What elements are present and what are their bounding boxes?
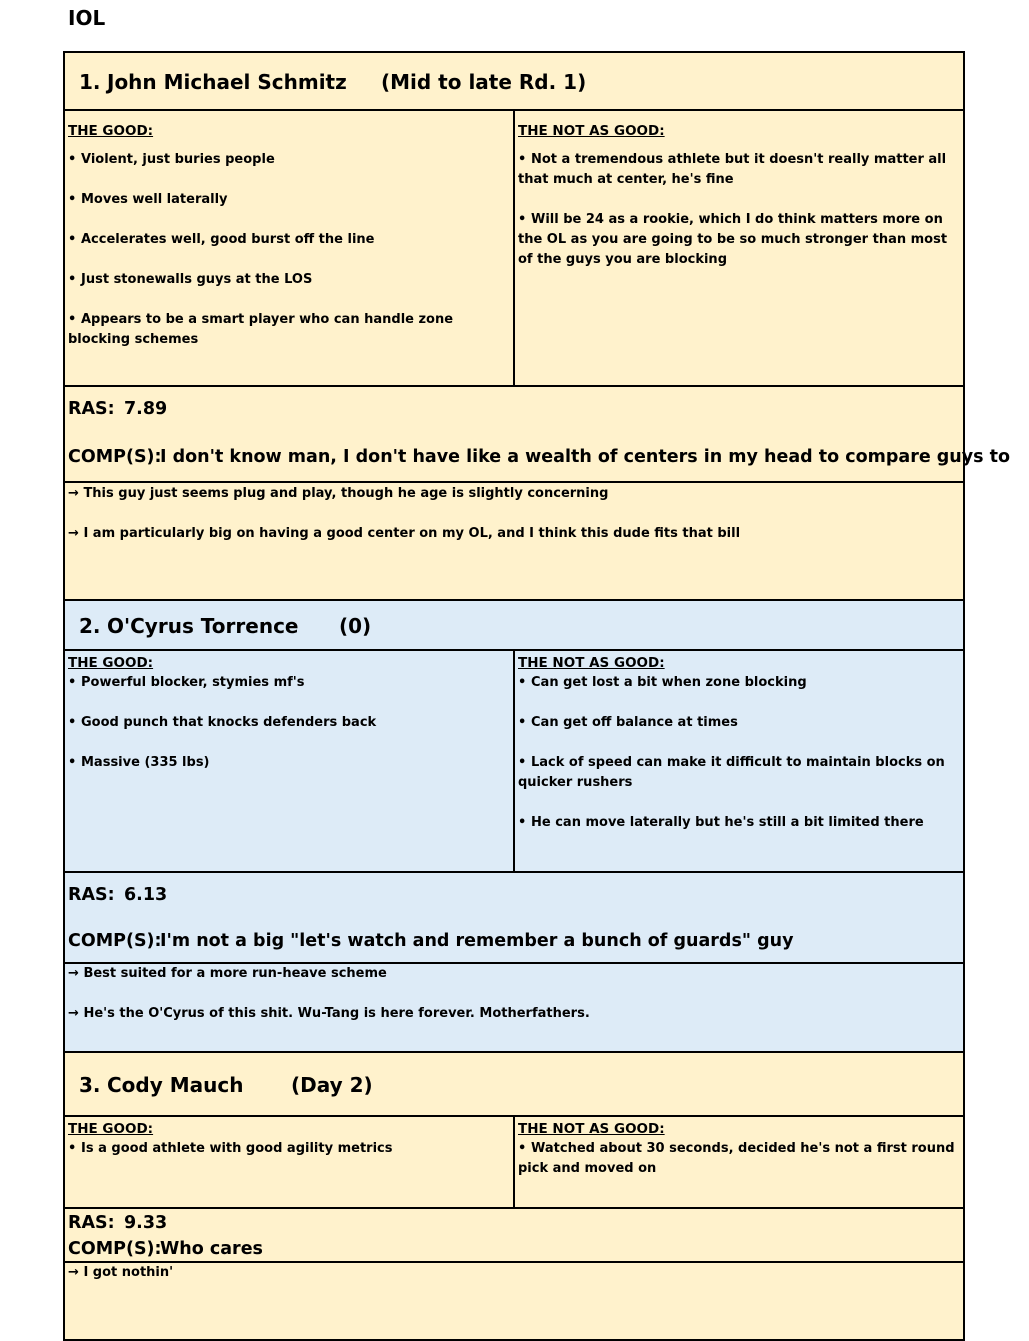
comp-value: I don't know man, I don't have like a wealth of centers in my head to compare guys to <box>160 447 1011 467</box>
bullet-icon: • <box>68 675 77 690</box>
bullet-icon: • <box>518 675 527 690</box>
bullet-icon: • <box>68 1141 77 1156</box>
player-number: 2. <box>79 614 101 638</box>
bullet-icon: • <box>518 212 527 227</box>
player-number: 3. <box>79 1073 101 1097</box>
good-item: • Is a good athlete with good agility metrics <box>68 1139 509 1159</box>
ras-value: 7.89 <box>124 399 168 419</box>
player-name: John Michael Schmitz <box>107 70 347 94</box>
player-title-row <box>65 1053 963 1117</box>
comp-line <box>68 931 793 951</box>
bullet-icon: • <box>68 755 77 770</box>
bullet-icon: • <box>518 1141 527 1156</box>
bullet-icon: • <box>68 192 77 207</box>
player-name: O'Cyrus Torrence <box>107 614 299 638</box>
note-item: → This guy just seems plug and play, though he age is slightly concerning <box>68 486 609 501</box>
not-good-heading: THE NOT AS GOOD: <box>518 1121 665 1137</box>
note-item: → I got nothin' <box>68 1265 174 1280</box>
not-good-item: • Lack of speed can make it difficult to maintain blocks on quicker rushers <box>518 755 945 790</box>
note-item: → I am particularly big on having a good center on my OL, and I think this dude fits that bill <box>68 526 741 541</box>
good-column <box>65 651 515 873</box>
comp-label: COMP(S): <box>68 1239 162 1259</box>
good-heading: THE GOOD: <box>68 1121 154 1137</box>
bullet-icon: • <box>68 272 77 287</box>
not-good-column <box>515 1117 965 1209</box>
bullet-icon: • <box>68 232 77 247</box>
bullet-icon: • <box>518 755 527 770</box>
comp-value: Who cares <box>160 1239 263 1259</box>
good-heading: THE GOOD: <box>68 123 154 139</box>
player-number: 1. <box>79 70 101 94</box>
not-good-item: • Watched about 30 seconds, decided he's not a first round pick and moved on <box>518 1141 955 1176</box>
player-card-1 <box>63 51 1011 601</box>
ras-value: 6.13 <box>124 885 168 905</box>
not-good-item: • Can get lost a bit when zone blocking <box>518 673 961 693</box>
arrow-icon: → <box>68 966 79 981</box>
good-item: • Powerful blocker, stymies mf's <box>68 673 509 693</box>
good-item: • Accelerates well, good burst off the line <box>68 230 509 250</box>
player-title-row <box>65 601 963 651</box>
note-item: → He's the O'Cyrus of this shit. Wu-Tang is here forever. Motherfathers. <box>68 1006 590 1021</box>
ras-line <box>68 1213 167 1233</box>
bullet-icon: • <box>518 715 527 730</box>
not-good-heading: THE NOT AS GOOD: <box>518 123 665 139</box>
ras-label: RAS: <box>68 1213 115 1233</box>
ras-label: RAS: <box>68 399 115 419</box>
not-good-column <box>515 111 965 387</box>
player-projection: (Mid to late Rd. 1) <box>381 70 587 94</box>
notes-section <box>65 483 963 544</box>
not-good-item: • Will be 24 as a rookie, which I do think matters more on the OL as you are going to be so much stronger than most of the guys you are blocking <box>518 212 948 267</box>
arrow-icon: → <box>68 486 79 501</box>
not-good-heading: THE NOT AS GOOD: <box>518 655 665 671</box>
bullet-icon: • <box>68 312 77 327</box>
good-item: • Good punch that knocks defenders back <box>68 713 509 733</box>
comp-label: COMP(S): <box>68 447 162 467</box>
page-heading: IOL <box>68 6 106 30</box>
arrow-icon: → <box>68 1265 79 1280</box>
comp-line <box>68 447 1010 467</box>
not-good-column <box>515 651 965 873</box>
good-heading: THE GOOD: <box>68 655 154 671</box>
good-item: • Violent, just buries people <box>68 150 509 170</box>
not-good-item: • Not a tremendous athlete but it doesn't really matter all that much at center, he's fine <box>518 152 947 187</box>
good-column <box>65 1117 515 1209</box>
good-item: • Just stonewalls guys at the LOS <box>68 270 509 290</box>
player-name: Cody Mauch <box>107 1073 244 1097</box>
ras-line <box>68 885 167 905</box>
player-projection: (0) <box>339 614 372 638</box>
player-title-row <box>65 53 963 111</box>
notes-section <box>65 1263 963 1283</box>
not-good-item: • Can get off balance at times <box>518 713 961 733</box>
arrow-icon: → <box>68 526 79 541</box>
arrow-icon: → <box>68 1006 79 1021</box>
note-item: → Best suited for a more run-heave scheme <box>68 966 387 981</box>
player-card-2 <box>63 599 965 1103</box>
ras-comp-row <box>65 871 963 964</box>
bullet-icon: • <box>68 152 77 167</box>
bullet-icon: • <box>68 715 77 730</box>
comp-label: COMP(S): <box>68 931 162 951</box>
good-item: • Moves well laterally <box>68 190 509 210</box>
comp-value: I'm not a big "let's watch and remember a bunch of guards" guy <box>160 931 794 951</box>
bullet-icon: • <box>518 152 527 167</box>
not-good-item: • He can move laterally but he's still a bit limited there <box>518 813 961 833</box>
ras-value: 9.33 <box>124 1213 168 1233</box>
bullet-icon: • <box>518 815 527 830</box>
comp-line <box>68 1239 263 1259</box>
ras-line <box>68 399 167 419</box>
player-card-3 <box>63 1051 965 1341</box>
ras-label: RAS: <box>68 885 115 905</box>
good-item: • Massive (335 lbs) <box>68 753 509 773</box>
good-item: • Appears to be a smart player who can handle zone blocking schemes <box>68 312 454 347</box>
player-projection: (Day 2) <box>291 1073 373 1097</box>
notes-section <box>65 964 963 1024</box>
ras-comp-row <box>65 385 1011 483</box>
ras-comp-row <box>65 1207 963 1263</box>
good-column <box>65 111 515 387</box>
